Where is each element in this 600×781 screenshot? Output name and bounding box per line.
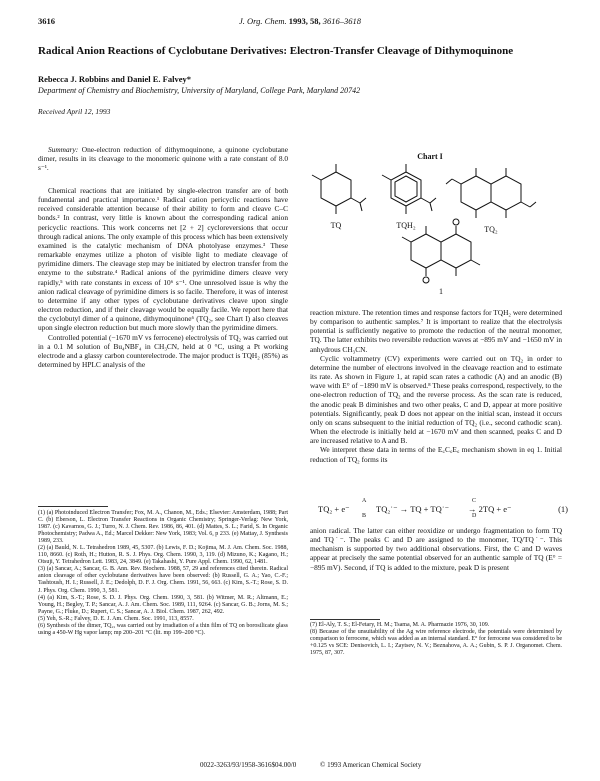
right-footnotes bbox=[310, 622, 562, 657]
paragraph: Cyclic voltammetry (CV) experiments were carried out on TQ₂ in order to determine the number of electrons involved in the cleavage reaction and to estimate its rate. As shown in Figure 1, at rapid scan rates a cathodic (A) and an anodic (B) wave with E° of −1890 mV is observed.⁸ These peaks correspond, respectively, to the one-electron reduction of TQ₂ and the reverse process. As the scan rate is reduced, the anodic peak B diminishes and two other peaks, C and D, appear at more positive potentials. Significantly, peak D does not appear on the initial scan, instead it occurs only on scans subsequent to the initial reduction of TQ₂ (i.e., second cathodic scan). When the electrode is initially held at −1670 mV and then scanned, peaks C and D are increased relative to A and B. bbox=[310, 353, 562, 446]
journal-citation bbox=[239, 16, 361, 26]
chemical-structures bbox=[306, 162, 576, 302]
label-tq2: TQ₂ bbox=[484, 225, 498, 234]
paragraph: anion radical. The latter can either reoxidize or undergo fragmentation to form TQ and TQ˙⁻. The peaks C and D are assigned to the monomer, TQ/TQ˙⁻. This mechanism is supported by two additional observations. First, the C and D waves appear at precisely the same potential observed for an authentic sample of TQ (E° = −895 mV). Second, if TQ is added to the mixture, peak D is present bbox=[310, 526, 562, 572]
footnote: (3) (a) Sancar, A.; Sancar, G. B. Ann. Rev. Biochem. 1988, 57, 29 and references cited therein. Radical anion cleavage of other cyclobutane derivatives have been observed: (b) Russell, G. A.; Yao, C.-F.; Tashtoush, H. I.; Russell, J. E.; Dedolph, D. F. J. Org. Chem. 1991, 56, 663. (c) Kim, S.-T.; Rose, S. D. J. Phys. Org. Chem. 1990, 3, 581. bbox=[38, 566, 288, 594]
equation-1 bbox=[318, 498, 568, 520]
article-affiliation: Department of Chemistry and Biochemistry, University of Maryland, College Park, Maryland 20742 bbox=[38, 86, 361, 95]
equation-number: (1) bbox=[558, 504, 568, 514]
footnote-rule bbox=[38, 506, 108, 507]
journal-pages: 3616–3618 bbox=[322, 16, 361, 26]
equation-middle: TQ₂˙⁻ → TQ + TQ˙⁻ bbox=[376, 504, 450, 514]
tq-structure bbox=[312, 164, 366, 214]
summary bbox=[38, 145, 288, 172]
footnote: (2) (a) Bauld, N. L. Tetrahedron 1989, 45, 5307. (b) Lewis, F. D.; Kojima, M. J. Am. Chem. Soc. 1988, 110, 8660. (c) Roth, H.; Hutton, R. S. J. Phys. Org. Chem. 1990, 3, 119. (d) Mizuno, K.; Kagano, H.; Otsuji, Y. Tetrahedron Lett. 1983, 24, 3849. (e) Takahashi, Y. Pure Appl. Chem. 1990, 62, 1481. bbox=[38, 545, 288, 566]
label-tq: TQ bbox=[330, 221, 342, 230]
summary-text: One-electron reduction of dithymoquinone, a quinone cyclobutane dimer, results in its cleavage to the monomeric quinone with a rate constant of 8.0 s⁻¹. bbox=[38, 145, 288, 173]
label-compound-1: 1 bbox=[439, 287, 443, 296]
arrow-label-c: C bbox=[472, 498, 477, 504]
footnote: (4) (a) Kim, S.-T.; Rose, S. D. J. Phys. Org. Chem. 1990, 3, 581. (b) Witmer, M. R.; Altmann, E.; Young, H.; Begley, T. P.; Sancar, A. J. Am. Chem. Soc. 1989, 111, 9264. (c) Sancar, G. B.; Jorns, M. S.; Payne, G.; Fluke, D.; Rupert, C. S.; Sancar, A. J. Biol. Chem. 1987, 262, 492. bbox=[38, 594, 288, 615]
tqh2-structure bbox=[382, 164, 436, 214]
paragraph: Controlled potential (−1670 mV vs ferrocene) electrolysis of TQ₂ was carried out in a 0.1 M solution of Bu₄NBF₄ in CH₃CN, held at 0 °C, using a Pt working electrode and a glassy carbon counterelectrode. The major product is TQH₂ (85%) as determined by HPLC analysis of the bbox=[38, 332, 288, 369]
article-title: Radical Anion Reactions of Cyclobutane Derivatives: Electron-Transfer Cleavage of Dithymoquinone bbox=[38, 45, 514, 57]
equation-rhs: → 2TQ + e⁻ bbox=[468, 504, 512, 514]
summary-label: Summary: bbox=[48, 145, 79, 154]
chart-title: Chart I bbox=[417, 152, 443, 161]
paragraph: Chemical reactions that are initiated by single-electron transfer are of both fundamental and practical importance.¹ Radical cation pericyclic reactions have received considerable attention because of their ability to form and cleave C–C bonds.² In contrast, very little is known about the corresponding radical anion pericyclic reactions. This work concerns net [2 + 2] cycloreversions that occur through radical anions. The only example of this process which has been extensively examined is the catalytic mechanism of DNA photolyase enzymes.³ These remarkable enzymes utilize a photon of visible light to mediate cleavage of pyrimidine dimers. The cleavage step may be initiated by electron transfer from the enzyme to the substrate.⁴ Radical anions of the pyrimidine dimers cleave very rapidly,⁵ with rate constants in excess of 10⁶ s⁻¹. One unresolved issue is why the anion radical cleavage of pyrimidine dimers is so facile. Therefore, it was of interest to determine if any other types of cyclobutane derivatives cleave upon single electron reduction, and if their cleavage would be equally facile. We report here that the cyclobutyl dimer of a quinone, dithymoquinone⁶ (TQ₂, see Chart I) also cleaves upon single electron reduction but much more slowly than the pyrimidine dimers. bbox=[38, 186, 288, 333]
article-authors: Rebecca J. Robbins and Daniel E. Falvey* bbox=[38, 74, 192, 84]
right-column-body-2 bbox=[310, 526, 562, 572]
equation-lhs: TQ₂ + e⁻ bbox=[318, 504, 350, 514]
journal-name: J. Org. Chem. bbox=[239, 16, 287, 26]
left-column-body bbox=[38, 186, 288, 369]
received-date: Received April 12, 1993 bbox=[38, 107, 111, 116]
arrow-label-a: A bbox=[362, 498, 367, 504]
arrow-label-b: B bbox=[362, 513, 367, 519]
footnote: (6) Synthesis of the dimer, TQ₂, was carried out by irradiation of a thin film of TQ on borosilicate glass using a 450-W Hg vapor lamp; mp 200–201 °C (lit. mp 199–200 °C). bbox=[38, 622, 288, 636]
arrow-label-d: D bbox=[472, 513, 477, 519]
copyright: © 1993 American Chemical Society bbox=[320, 761, 422, 769]
paragraph: reaction mixture. The retention times and response factors for TQH₂ were determined by comparison to authentic samples.⁷ It is important to realize that the electrolysis potential is sufficiently negative to promote the reduction of the neutral monomer, TQ. The latter exhibits two reversible reduction waves at −895 mV and −1650 mV in anhydrous CH₃CN. bbox=[310, 308, 562, 354]
tq2-structure bbox=[446, 168, 536, 218]
footnote: (8) Because of the unsuitability of the Ag wire reference electrode, the potentials were determined by comparison to ferrocene, which was added as an internal standard. E° for ferrocene was considered to be +0.125 vs SCE: Denisovich, L. I.; Zaytsev, N. V.; Beznahova, A. A.; Gubin, S. P. J. Organomet. Chem. 1975, 87, 307. bbox=[310, 629, 562, 657]
article-code: 0022-3263/93/1958-3616$04.00/0 bbox=[200, 761, 297, 769]
footnote: (7) El-Aly, T. S.; El-Fetary, H. M.; Tsama, M. A. Pharmazie 1976, 30, 109. bbox=[310, 622, 490, 628]
left-footnotes bbox=[38, 510, 288, 637]
footnote-rule bbox=[310, 619, 380, 620]
footnote: (5) Yeh, S.-R.; Falvey, D. E. J. Am. Chem. Soc. 1991, 113, 8557. bbox=[38, 615, 194, 622]
page-number: 3616 bbox=[38, 16, 55, 26]
footnote: (1) (a) Photoinduced Electron Transfer; Fox, M. A., Chanon, M., Eds.; Elsevier: Amsterdam, 1988; Part C. (b) Eberson, L. Electron Transfer Reactions in Organic Chemistry; Springer-Verlag: New York, 1987. (c) Kavarnos, G. J.; Turro, N. J. Chem. Rev. 1986, 86, 401. (d) Mattes, S. L.; Farid, S. In Organic Photochemistry; Padwa A., Ed.; Marcel Dekker: New York, 1983; Vol. 6, p 233. (e) Mattay, J. Synthesis 1989, 233. bbox=[38, 510, 288, 545]
running-header bbox=[38, 16, 562, 28]
label-tqh2: TQH₂ bbox=[396, 221, 416, 230]
right-column-body-1 bbox=[310, 308, 562, 464]
paragraph: We interpret these data in terms of the E꜀C꜀E꜀ mechanism shown in eq 1. Initial reduction of TQ₂ forms its bbox=[310, 445, 562, 464]
journal-year-volume: 1993, 58, bbox=[288, 16, 321, 26]
